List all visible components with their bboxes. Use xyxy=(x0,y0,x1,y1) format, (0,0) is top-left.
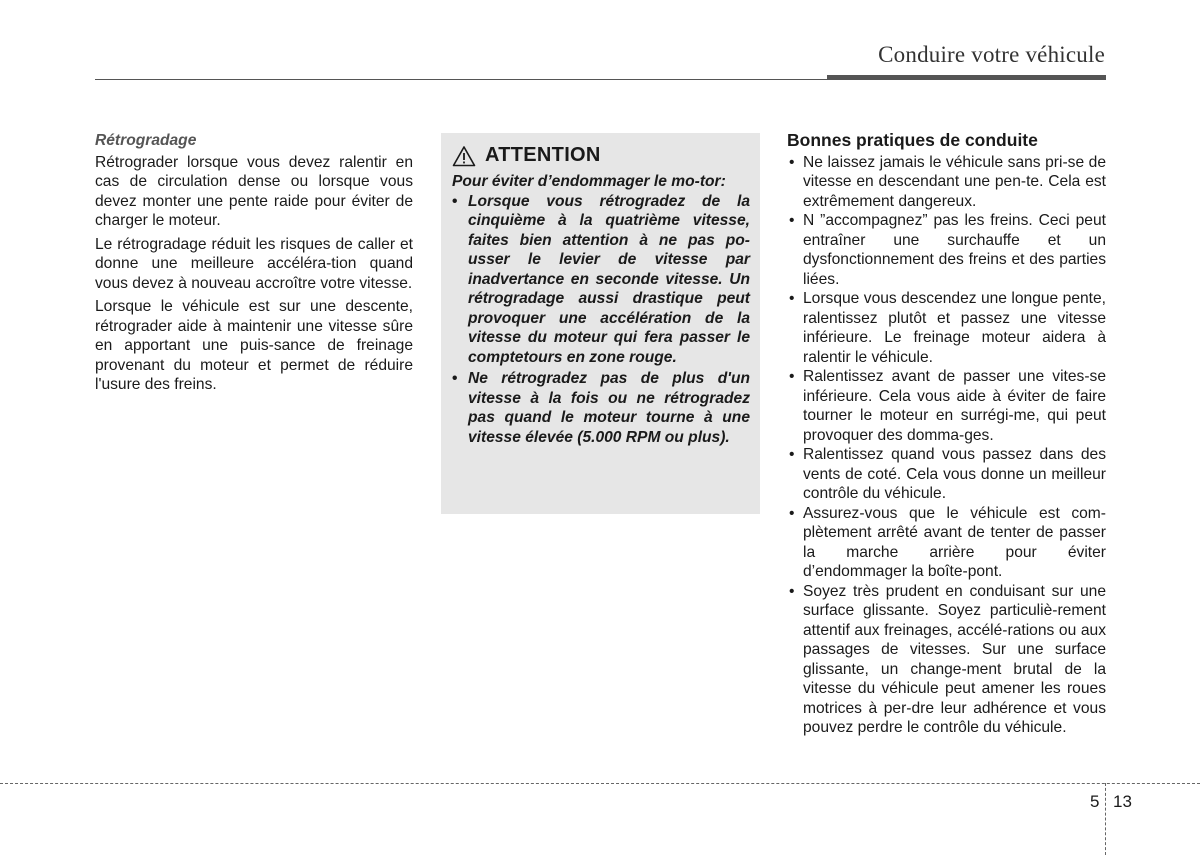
attention-intro: Pour éviter d’endommager le mo-tor: xyxy=(452,173,726,190)
list-item: • Soyez très prudent en conduisant sur une surface glissante. Soyez particuliè-rement attentif aux freinages, accélé-rations ou aux passages de vitesses. Sur une surface glissante, un change-ment brutal de la vitesse du véhicule peut amener les roues motrices à per-dre leur adhérence et vous pouvez perdre le contrôle du véhicule. xyxy=(787,582,1106,738)
footer-vertical-rule xyxy=(1105,783,1106,855)
header-rule xyxy=(95,79,827,80)
tips-list xyxy=(787,153,1106,738)
footer-dashed-rule xyxy=(0,783,1200,784)
attention-item: • Ne rétrogradez pas de plus d'un vitesse à la fois ou ne rétrogradez pas quand le moteur tourne à une vitesse élevée (5.000 RPM ou plus). xyxy=(452,369,750,447)
attention-box xyxy=(441,133,760,514)
left-column xyxy=(95,131,413,399)
right-column xyxy=(787,131,1106,738)
chapter-number: 5 xyxy=(1090,792,1100,811)
section-heading: Bonnes pratiques de conduite xyxy=(787,130,1038,150)
list-item: • Ralentissez avant de passer une vites-se inférieure. Cela vous aide à éviter de faire tourner le moteur en surrégi-me, qui peut provoquer des dommа-ges. xyxy=(787,367,1106,445)
header-rule-accent xyxy=(827,75,1106,80)
attention-heading xyxy=(452,143,750,169)
list-item: • Ne laissez jamais le véhicule sans pri-se de vitesse en descendant une pen-te. Cela est extrêmement dangereux. xyxy=(787,153,1106,212)
list-item: • N ”accompagnez” pas les freins. Ceci peut entraîner une surchauffe et un dysfonctionnement des freins et des parties liées. xyxy=(787,211,1106,289)
list-item: • Ralentissez quand vous passez dans des vents de coté. Cela vous donne un meilleur contrôle du véhicule. xyxy=(787,445,1106,504)
attention-title: ATTENTION xyxy=(485,144,601,167)
attention-list xyxy=(452,192,750,448)
list-item: • Lorsque vous descendez une longue pente, ralentissez plutôt et passez une vitesse inférieure. Le freinage moteur aidera à ralentir le véhicule. xyxy=(787,289,1106,367)
paragraph: Le rétrogradage réduit les risques de caller et donne une meilleure accéléra-tion quand vous devez à nouveau accroître votre vitesse. xyxy=(95,235,413,292)
warning-triangle-icon xyxy=(452,145,476,167)
header-title: Conduire votre véhicule xyxy=(878,42,1105,67)
paragraph: Rétrograder lorsque vous devez ralentir en cas de circulation dense ou lorsque vous devez monter une pente raide pour éviter de charger le moteur. xyxy=(95,153,413,229)
page-number: 13 xyxy=(1113,792,1132,811)
section-subheading: Rétrogradage xyxy=(95,132,197,149)
paragraph: Lorsque le véhicule est sur une descente, rétrograder aide à maintenir une vitesse sûre en apportant une puis-sance de freinage provenant du moteur et permet de réduire l'usure des freins. xyxy=(95,298,413,393)
attention-item: • Lorsque vous rétrogradez de la cinquième à la quatrième vitesse, faites bien attention à ne pas po-usser le levier de vitesse par inadvertance en seconde vitesse. Un rétrogradage aussi drastique peut provoquer une accélération de la vitesse du moteur qui fera passer le comptetours en zone rouge. xyxy=(452,192,750,368)
list-item: • Assurez-vous que le véhicule est com-plètement arrêté avant de tenter de passer la marche arrière pour éviter d’endommager la boîte-pont. xyxy=(787,504,1106,582)
